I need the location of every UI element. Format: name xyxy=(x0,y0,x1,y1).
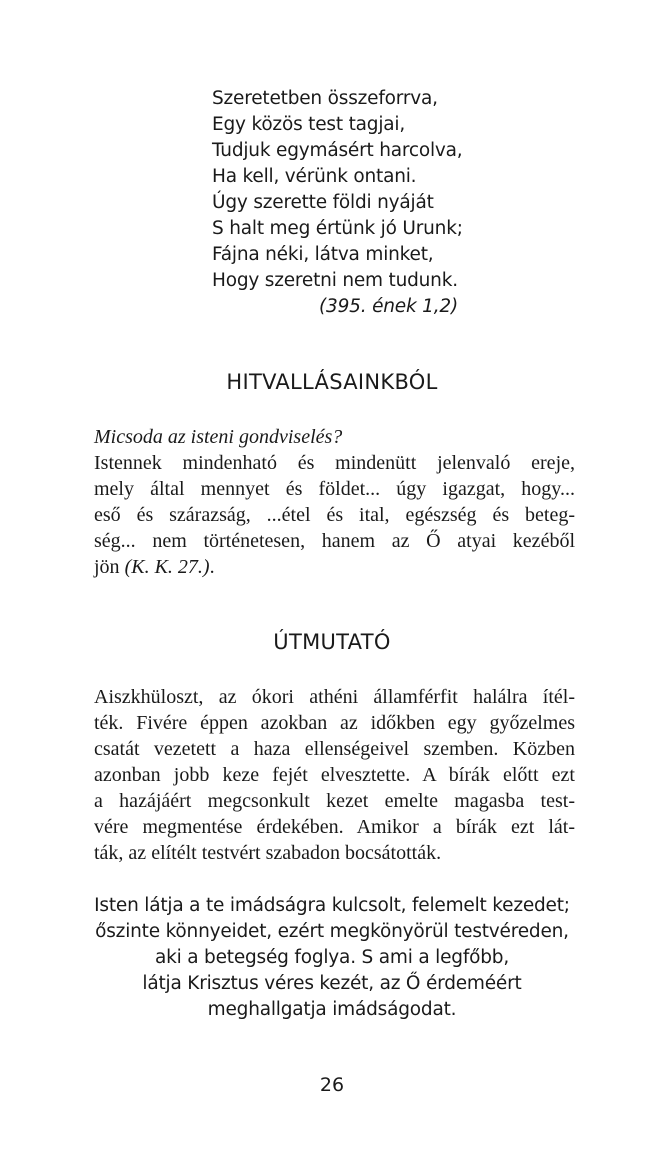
closing-line: látja Krisztus véres kezét, az Ő érdeméért xyxy=(142,973,522,994)
poem-line: Ha kell, vérünk ontani. xyxy=(212,166,417,187)
poem-line: Szeretetben összeforrva, xyxy=(212,88,438,109)
confession-line: ség... nem történetesen, hanem az Ő atyai kezéből xyxy=(94,530,575,552)
guide-line: ták, az elítélt testvért szabadon bocsátották. xyxy=(94,842,442,864)
guide-line: a hazájáért megcsonkult kezet emelte magasba test- xyxy=(94,790,575,812)
poem-line: S halt meg értünk jó Urunk; xyxy=(212,218,463,239)
closing-line: meghallgatja imádságodat. xyxy=(207,999,457,1020)
guide-line: vére megmentése érdekében. Amikor a bírák ezt lát- xyxy=(94,816,575,838)
section-heading-confessions: HITVALLÁSAINKBÓL xyxy=(226,370,438,394)
confession-line: Istennek mindenható és mindenütt jelenvaló ereje, xyxy=(94,452,575,474)
confession-last-line xyxy=(94,554,575,580)
confession-block xyxy=(94,424,575,580)
closing-meditation xyxy=(60,893,604,1023)
guide-paragraph xyxy=(94,684,575,866)
poem-line: Úgy szerette földi nyáját xyxy=(212,192,434,213)
guide-line: ték. Fivére éppen azokban az időkben egy győzelmes xyxy=(94,712,575,734)
catechism-question: Micsoda az isteni gondviselés? xyxy=(94,426,343,448)
guide-line: azonban jobb keze fejét elvesztette. A bírák előtt ezt xyxy=(94,764,575,786)
guide-line: csatát vezetett a haza ellenségeivel szemben. Közben xyxy=(94,738,575,760)
poem-line: Fájna néki, látva minket, xyxy=(212,244,434,265)
closing-line: Isten látja a te imádságra kulcsolt, felemelt kezedet; xyxy=(94,895,570,916)
hymn-stanza xyxy=(212,86,462,320)
confession-line: mely által mennyet és földet... úgy igazgat, hogy... xyxy=(94,478,575,500)
catechism-citation: (K. K. 27.) xyxy=(124,556,210,578)
section-heading-guide: ÚTMUTATÓ xyxy=(273,630,391,654)
confession-line: eső és szárazság, ...étel és ital, egészség és beteg- xyxy=(94,504,575,526)
closing-line: őszinte könnyeidet, ezért megkönyörül testvéreden, xyxy=(95,921,569,942)
confession-line-end: . xyxy=(209,556,215,578)
guide-line: Aiszkhüloszt, az ókori athéni államférfit halálra ítél- xyxy=(94,686,575,708)
poem-line: Tudjuk egymásért harcolva, xyxy=(212,140,463,161)
poem-line: Hogy szeretni nem tudunk. xyxy=(212,270,458,291)
hymn-reference: (395. ének 1,2) xyxy=(318,296,458,317)
confession-line-text: jön xyxy=(94,556,125,578)
closing-line: aki a betegség foglya. S ami a legfőbb, xyxy=(154,947,510,968)
poem-line: Egy közös test tagjai, xyxy=(212,114,406,135)
page-number: 26 xyxy=(319,1074,345,1096)
